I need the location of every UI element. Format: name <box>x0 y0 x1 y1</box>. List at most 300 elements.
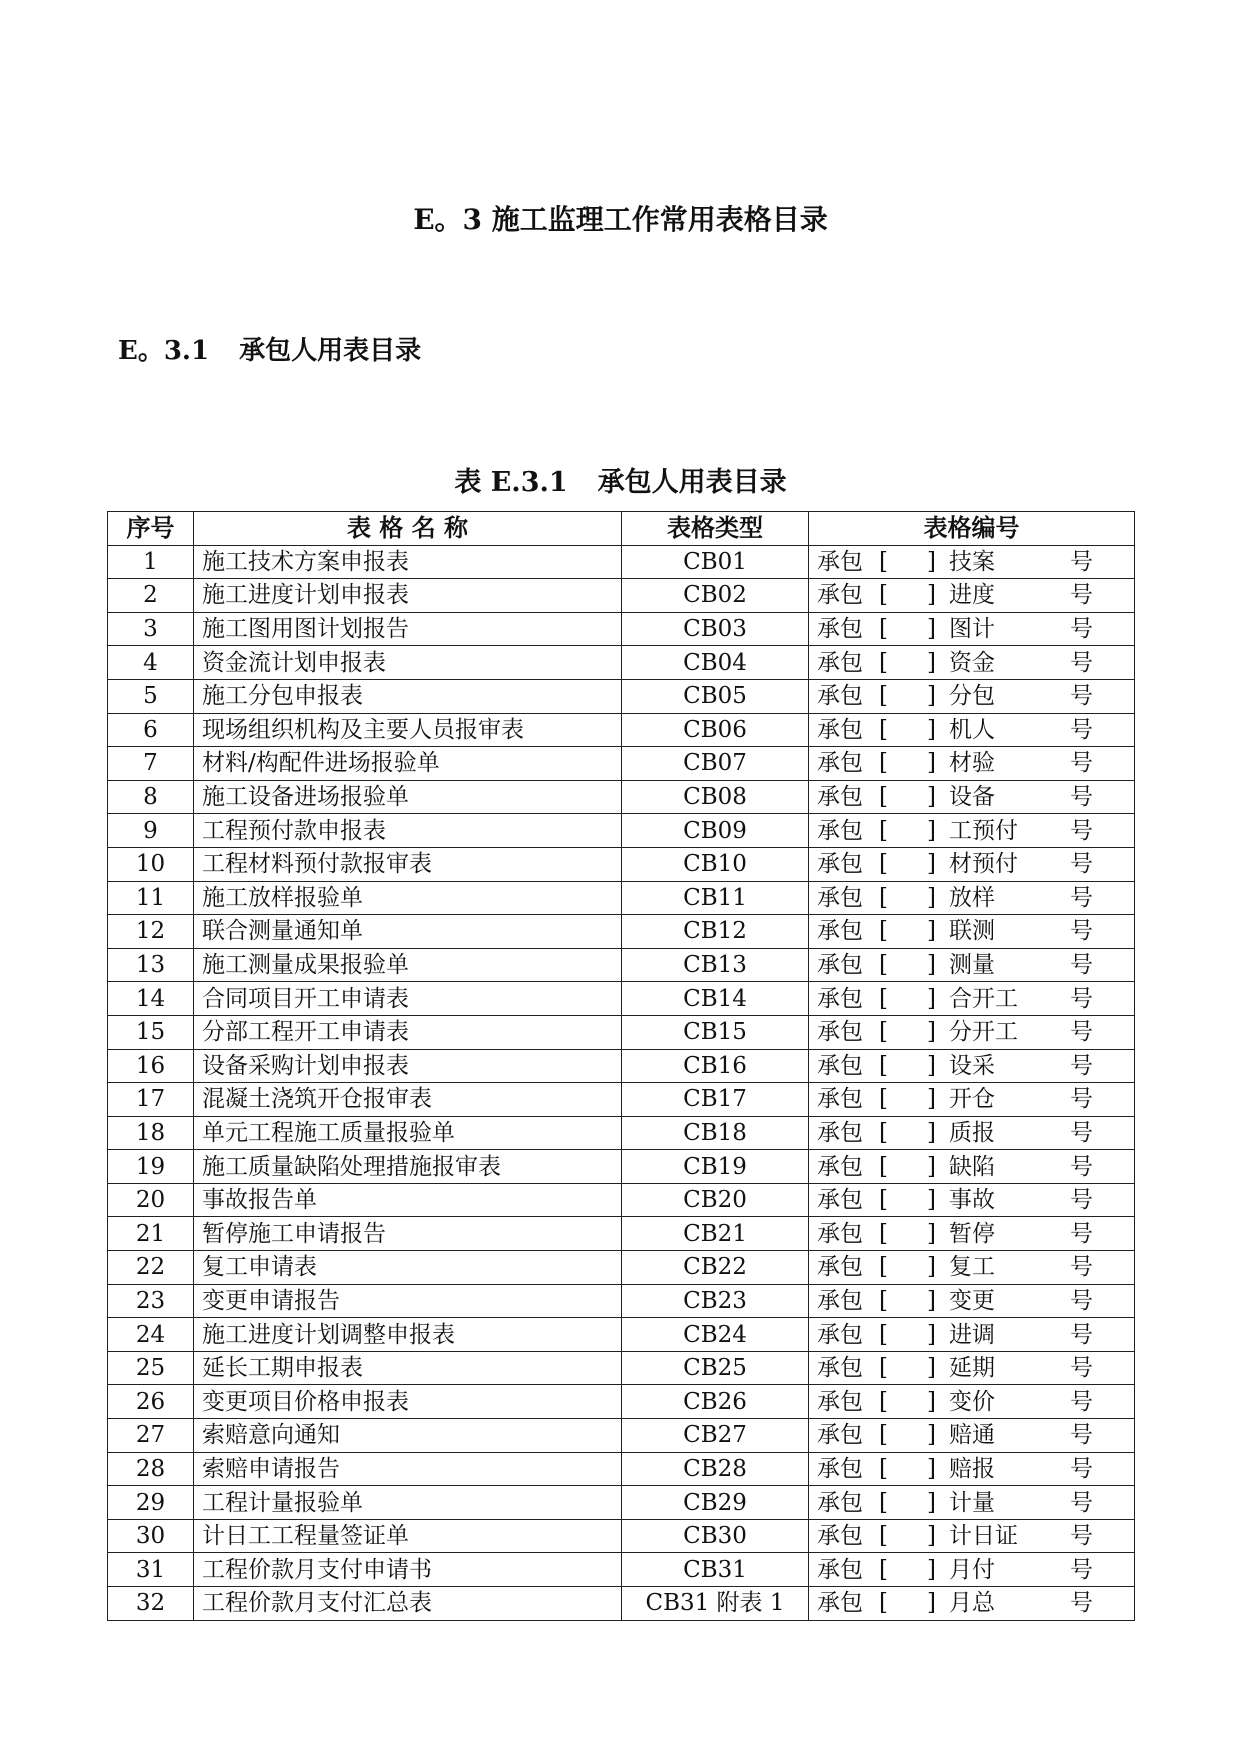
code-prefix: 承包 <box>817 1590 863 1617</box>
code-suffix: 号 <box>1070 1489 1093 1516</box>
row-form-name: 施工放样报验单 <box>194 881 622 915</box>
code-left-bracket: [ <box>879 1388 888 1415</box>
table-row <box>108 1150 1135 1184</box>
row-index: 13 <box>108 948 194 982</box>
row-form-name: 材料/构配件进场报验单 <box>194 747 622 781</box>
row-form-name: 变更申请报告 <box>194 1284 622 1318</box>
code-prefix: 承包 <box>817 1455 863 1482</box>
row-form-name: 工程计量报验单 <box>194 1486 622 1520</box>
table-row <box>108 780 1135 814</box>
code-prefix: 承包 <box>817 582 863 609</box>
row-form-name: 工程价款月支付汇总表 <box>194 1587 622 1621</box>
code-prefix: 承包 <box>817 817 863 844</box>
code-left-bracket: [ <box>879 1287 888 1314</box>
code-left-bracket: [ <box>879 616 888 643</box>
code-suffix: 号 <box>1070 1321 1093 1348</box>
code-left-bracket: [ <box>879 1086 888 1113</box>
code-suffix: 号 <box>1070 716 1093 743</box>
code-abbreviation: 图计 <box>949 616 995 643</box>
code-left-bracket: [ <box>879 1220 888 1247</box>
row-form-code <box>809 982 1135 1016</box>
code-suffix: 号 <box>1070 750 1093 777</box>
row-form-name: 分部工程开工申请表 <box>194 1015 622 1049</box>
code-abbreviation: 设备 <box>949 784 995 811</box>
row-index: 22 <box>108 1251 194 1285</box>
code-left-bracket: [ <box>879 1119 888 1146</box>
row-form-type: CB24 <box>622 1318 809 1352</box>
code-left-bracket: [ <box>879 548 888 575</box>
table-row <box>108 579 1135 613</box>
code-suffix: 号 <box>1070 784 1093 811</box>
table-row <box>108 1452 1135 1486</box>
code-abbreviation: 资金 <box>949 649 995 676</box>
code-suffix: 号 <box>1070 548 1093 575</box>
row-index: 25 <box>108 1351 194 1385</box>
table-caption-title: 承包人用表目录 <box>597 467 787 498</box>
row-index: 17 <box>108 1083 194 1117</box>
code-left-bracket: [ <box>879 1153 888 1180</box>
row-form-type: CB04 <box>622 646 809 680</box>
code-prefix: 承包 <box>817 1523 863 1550</box>
row-form-code <box>809 1452 1135 1486</box>
code-suffix: 号 <box>1070 1119 1093 1146</box>
code-abbreviation: 缺陷 <box>949 1153 995 1180</box>
row-form-code <box>809 881 1135 915</box>
code-left-bracket: [ <box>879 884 888 911</box>
row-form-type: CB02 <box>622 579 809 613</box>
row-index: 30 <box>108 1519 194 1553</box>
row-form-code <box>809 1351 1135 1385</box>
code-suffix: 号 <box>1070 1422 1093 1449</box>
row-form-type: CB16 <box>622 1049 809 1083</box>
code-prefix: 承包 <box>817 1422 863 1449</box>
row-form-name: 索赔申请报告 <box>194 1452 622 1486</box>
code-right-bracket: ] <box>927 716 936 743</box>
row-form-code <box>809 646 1135 680</box>
code-abbreviation: 技案 <box>949 548 995 575</box>
row-form-code <box>809 847 1135 881</box>
code-suffix: 号 <box>1070 918 1093 945</box>
row-index: 20 <box>108 1183 194 1217</box>
row-form-code <box>809 780 1135 814</box>
code-suffix: 号 <box>1070 1086 1093 1113</box>
code-prefix: 承包 <box>817 884 863 911</box>
code-suffix: 号 <box>1070 1153 1093 1180</box>
code-right-bracket: ] <box>927 750 936 777</box>
code-abbreviation: 计日证 <box>949 1523 1018 1550</box>
table-row <box>108 713 1135 747</box>
row-form-name: 计日工工程量签证单 <box>194 1519 622 1553</box>
code-right-bracket: ] <box>927 548 936 575</box>
code-suffix: 号 <box>1070 1388 1093 1415</box>
row-form-code <box>809 915 1135 949</box>
row-index: 29 <box>108 1486 194 1520</box>
row-form-type: CB23 <box>622 1284 809 1318</box>
section-title-text: 承包人用表目录 <box>239 336 422 366</box>
code-abbreviation: 测量 <box>949 952 995 979</box>
row-index: 1 <box>108 545 194 579</box>
code-suffix: 号 <box>1070 884 1093 911</box>
row-form-code <box>809 1116 1135 1150</box>
code-right-bracket: ] <box>927 616 936 643</box>
code-right-bracket: ] <box>927 884 936 911</box>
code-abbreviation: 复工 <box>949 1254 995 1281</box>
section-number: E。3.1 <box>118 336 210 366</box>
row-form-name: 现场组织机构及主要人员报审表 <box>194 713 622 747</box>
code-prefix: 承包 <box>817 1086 863 1113</box>
code-right-bracket: ] <box>927 1052 936 1079</box>
row-form-name: 工程预付款申报表 <box>194 814 622 848</box>
row-form-name: 单元工程施工质量报验单 <box>194 1116 622 1150</box>
code-suffix: 号 <box>1070 1052 1093 1079</box>
code-right-bracket: ] <box>927 1187 936 1214</box>
code-abbreviation: 开仓 <box>949 1086 995 1113</box>
row-form-code <box>809 1587 1135 1621</box>
code-abbreviation: 进调 <box>949 1321 995 1348</box>
code-suffix: 号 <box>1070 1254 1093 1281</box>
code-right-bracket: ] <box>927 784 936 811</box>
code-left-bracket: [ <box>879 1455 888 1482</box>
row-form-type: CB11 <box>622 881 809 915</box>
code-suffix: 号 <box>1070 1455 1093 1482</box>
row-form-name: 施工质量缺陷处理措施报审表 <box>194 1150 622 1184</box>
code-abbreviation: 暂停 <box>949 1220 995 1247</box>
code-suffix: 号 <box>1070 1019 1093 1046</box>
row-form-code <box>809 679 1135 713</box>
row-form-type: CB07 <box>622 747 809 781</box>
code-abbreviation: 质报 <box>949 1119 995 1146</box>
row-index: 2 <box>108 579 194 613</box>
code-left-bracket: [ <box>879 649 888 676</box>
row-form-type: CB01 <box>622 545 809 579</box>
code-left-bracket: [ <box>879 750 888 777</box>
code-left-bracket: [ <box>879 1523 888 1550</box>
header-code: 表格编号 <box>809 512 1135 546</box>
code-abbreviation: 赔报 <box>949 1455 995 1482</box>
code-right-bracket: ] <box>927 817 936 844</box>
row-form-type: CB03 <box>622 612 809 646</box>
row-form-code <box>809 713 1135 747</box>
row-form-type: CB09 <box>622 814 809 848</box>
code-abbreviation: 合开工 <box>949 985 1018 1012</box>
row-form-type: CB27 <box>622 1419 809 1453</box>
code-left-bracket: [ <box>879 1254 888 1281</box>
code-prefix: 承包 <box>817 851 863 878</box>
code-suffix: 号 <box>1070 817 1093 844</box>
row-index: 6 <box>108 713 194 747</box>
row-form-type: CB14 <box>622 982 809 1016</box>
code-prefix: 承包 <box>817 649 863 676</box>
row-form-name: 索赔意向通知 <box>194 1419 622 1453</box>
row-form-type: CB22 <box>622 1251 809 1285</box>
row-form-type: CB17 <box>622 1083 809 1117</box>
row-form-name: 工程价款月支付申请书 <box>194 1553 622 1587</box>
code-right-bracket: ] <box>927 985 936 1012</box>
row-index: 14 <box>108 982 194 1016</box>
table-row <box>108 847 1135 881</box>
code-right-bracket: ] <box>927 952 936 979</box>
row-index: 8 <box>108 780 194 814</box>
code-prefix: 承包 <box>817 985 863 1012</box>
table-row <box>108 747 1135 781</box>
row-index: 23 <box>108 1284 194 1318</box>
code-suffix: 号 <box>1070 582 1093 609</box>
code-right-bracket: ] <box>927 1523 936 1550</box>
code-prefix: 承包 <box>817 1019 863 1046</box>
row-index: 21 <box>108 1217 194 1251</box>
row-form-code <box>809 1217 1135 1251</box>
code-left-bracket: [ <box>879 851 888 878</box>
table-row <box>108 1183 1135 1217</box>
row-form-type: CB31 <box>622 1553 809 1587</box>
row-form-name: 施工分包申报表 <box>194 679 622 713</box>
table-row <box>108 1385 1135 1419</box>
code-abbreviation: 设采 <box>949 1052 995 1079</box>
code-suffix: 号 <box>1070 985 1093 1012</box>
table-row <box>108 679 1135 713</box>
row-form-code <box>809 1519 1135 1553</box>
row-form-type: CB28 <box>622 1452 809 1486</box>
row-form-name: 联合测量通知单 <box>194 915 622 949</box>
table-row <box>108 1083 1135 1117</box>
code-right-bracket: ] <box>927 649 936 676</box>
row-form-name: 施工设备进场报验单 <box>194 780 622 814</box>
code-prefix: 承包 <box>817 1220 863 1247</box>
code-right-bracket: ] <box>927 1220 936 1247</box>
row-form-name: 合同项目开工申请表 <box>194 982 622 1016</box>
code-abbreviation: 变更 <box>949 1287 995 1314</box>
code-abbreviation: 分包 <box>949 683 995 710</box>
code-suffix: 号 <box>1070 1355 1093 1382</box>
row-form-name: 混凝土浇筑开仓报审表 <box>194 1083 622 1117</box>
code-right-bracket: ] <box>927 1455 936 1482</box>
row-form-code <box>809 1284 1135 1318</box>
row-form-code <box>809 1015 1135 1049</box>
row-index: 9 <box>108 814 194 848</box>
code-left-bracket: [ <box>879 1019 888 1046</box>
code-right-bracket: ] <box>927 918 936 945</box>
code-prefix: 承包 <box>817 683 863 710</box>
row-form-name: 延长工期申报表 <box>194 1351 622 1385</box>
code-prefix: 承包 <box>817 616 863 643</box>
code-suffix: 号 <box>1070 952 1093 979</box>
row-form-type: CB20 <box>622 1183 809 1217</box>
row-form-name: 施工进度计划调整申报表 <box>194 1318 622 1352</box>
table-row <box>108 1251 1135 1285</box>
code-prefix: 承包 <box>817 1489 863 1516</box>
row-form-code <box>809 1486 1135 1520</box>
code-left-bracket: [ <box>879 582 888 609</box>
code-left-bracket: [ <box>879 784 888 811</box>
code-suffix: 号 <box>1070 683 1093 710</box>
code-suffix: 号 <box>1070 1287 1093 1314</box>
row-form-name: 设备采购计划申报表 <box>194 1049 622 1083</box>
code-left-bracket: [ <box>879 1590 888 1617</box>
code-abbreviation: 事故 <box>949 1187 995 1214</box>
row-index: 15 <box>108 1015 194 1049</box>
code-abbreviation: 计量 <box>949 1489 995 1516</box>
code-prefix: 承包 <box>817 1556 863 1583</box>
table-row <box>108 646 1135 680</box>
row-form-type: CB25 <box>622 1351 809 1385</box>
code-prefix: 承包 <box>817 1052 863 1079</box>
code-prefix: 承包 <box>817 1355 863 1382</box>
code-prefix: 承包 <box>817 784 863 811</box>
code-left-bracket: [ <box>879 683 888 710</box>
code-left-bracket: [ <box>879 1556 888 1583</box>
row-form-code <box>809 1150 1135 1184</box>
code-right-bracket: ] <box>927 1422 936 1449</box>
row-index: 12 <box>108 915 194 949</box>
row-form-type: CB08 <box>622 780 809 814</box>
row-form-code <box>809 747 1135 781</box>
code-right-bracket: ] <box>927 1355 936 1382</box>
table-row <box>108 1351 1135 1385</box>
row-form-type: CB18 <box>622 1116 809 1150</box>
code-prefix: 承包 <box>817 750 863 777</box>
row-form-type: CB12 <box>622 915 809 949</box>
row-form-code <box>809 545 1135 579</box>
code-right-bracket: ] <box>927 1388 936 1415</box>
row-form-code <box>809 1553 1135 1587</box>
code-left-bracket: [ <box>879 1422 888 1449</box>
code-left-bracket: [ <box>879 985 888 1012</box>
row-form-type: CB15 <box>622 1015 809 1049</box>
code-prefix: 承包 <box>817 548 863 575</box>
code-abbreviation: 进度 <box>949 582 995 609</box>
table-row <box>108 1217 1135 1251</box>
page-title: E。3 施工监理工作常用表格目录 <box>413 203 828 236</box>
code-right-bracket: ] <box>927 1254 936 1281</box>
row-index: 4 <box>108 646 194 680</box>
table-header-row <box>108 512 1135 546</box>
code-right-bracket: ] <box>927 582 936 609</box>
code-left-bracket: [ <box>879 1489 888 1516</box>
row-form-type: CB29 <box>622 1486 809 1520</box>
table-row <box>108 1553 1135 1587</box>
table-row <box>108 881 1135 915</box>
code-left-bracket: [ <box>879 716 888 743</box>
row-index: 26 <box>108 1385 194 1419</box>
row-form-code <box>809 612 1135 646</box>
code-suffix: 号 <box>1070 851 1093 878</box>
code-abbreviation: 赔通 <box>949 1422 995 1449</box>
row-form-name: 复工申请表 <box>194 1251 622 1285</box>
header-type: 表格类型 <box>622 512 809 546</box>
header-index: 序号 <box>108 512 194 546</box>
row-form-code <box>809 1049 1135 1083</box>
code-suffix: 号 <box>1070 1220 1093 1247</box>
table-row <box>108 948 1135 982</box>
code-right-bracket: ] <box>927 851 936 878</box>
code-right-bracket: ] <box>927 1153 936 1180</box>
table-row <box>108 1519 1135 1553</box>
row-form-type: CB13 <box>622 948 809 982</box>
row-form-code <box>809 1385 1135 1419</box>
code-prefix: 承包 <box>817 918 863 945</box>
code-abbreviation: 延期 <box>949 1355 995 1382</box>
table-row <box>108 982 1135 1016</box>
table-row <box>108 1015 1135 1049</box>
row-form-type: CB10 <box>622 847 809 881</box>
code-prefix: 承包 <box>817 1187 863 1214</box>
code-right-bracket: ] <box>927 1590 936 1617</box>
code-right-bracket: ] <box>927 683 936 710</box>
row-form-type: CB19 <box>622 1150 809 1184</box>
code-right-bracket: ] <box>927 1321 936 1348</box>
code-right-bracket: ] <box>927 1287 936 1314</box>
code-abbreviation: 放样 <box>949 884 995 911</box>
table-row <box>108 1116 1135 1150</box>
row-form-code <box>809 1318 1135 1352</box>
row-index: 24 <box>108 1318 194 1352</box>
row-form-name: 变更项目价格申报表 <box>194 1385 622 1419</box>
table-row <box>108 1486 1135 1520</box>
table-row <box>108 545 1135 579</box>
row-form-type: CB21 <box>622 1217 809 1251</box>
code-prefix: 承包 <box>817 1287 863 1314</box>
code-suffix: 号 <box>1070 649 1093 676</box>
row-form-name: 施工图用图计划报告 <box>194 612 622 646</box>
code-right-bracket: ] <box>927 1119 936 1146</box>
code-suffix: 号 <box>1070 1187 1093 1214</box>
code-prefix: 承包 <box>817 1388 863 1415</box>
code-abbreviation: 材验 <box>949 750 995 777</box>
row-form-name: 事故报告单 <box>194 1183 622 1217</box>
row-form-code <box>809 948 1135 982</box>
code-suffix: 号 <box>1070 1590 1093 1617</box>
row-index: 16 <box>108 1049 194 1083</box>
row-form-type: CB30 <box>622 1519 809 1553</box>
row-form-type: CB31 附表 1 <box>622 1587 809 1621</box>
code-suffix: 号 <box>1070 1523 1093 1550</box>
row-index: 31 <box>108 1553 194 1587</box>
row-index: 19 <box>108 1150 194 1184</box>
row-form-code <box>809 1083 1135 1117</box>
row-form-type: CB26 <box>622 1385 809 1419</box>
code-prefix: 承包 <box>817 952 863 979</box>
table-caption <box>0 460 1241 499</box>
row-index: 11 <box>108 881 194 915</box>
code-abbreviation: 机人 <box>949 716 995 743</box>
row-form-name: 暂停施工申请报告 <box>194 1217 622 1251</box>
code-abbreviation: 材预付 <box>949 851 1018 878</box>
row-form-code <box>809 579 1135 613</box>
code-abbreviation: 变价 <box>949 1388 995 1415</box>
code-right-bracket: ] <box>927 1086 936 1113</box>
row-form-code <box>809 1183 1135 1217</box>
row-form-name: 施工测量成果报验单 <box>194 948 622 982</box>
row-form-code <box>809 814 1135 848</box>
table-row <box>108 612 1135 646</box>
code-suffix: 号 <box>1070 1556 1093 1583</box>
code-left-bracket: [ <box>879 1187 888 1214</box>
header-name: 表 格 名 称 <box>194 512 622 546</box>
code-left-bracket: [ <box>879 952 888 979</box>
table-row <box>108 1049 1135 1083</box>
code-prefix: 承包 <box>817 716 863 743</box>
table-row <box>108 1318 1135 1352</box>
code-left-bracket: [ <box>879 1355 888 1382</box>
row-index: 3 <box>108 612 194 646</box>
row-index: 10 <box>108 847 194 881</box>
form-catalog-table <box>107 511 1135 1621</box>
code-abbreviation: 月付 <box>949 1556 995 1583</box>
code-abbreviation: 分开工 <box>949 1019 1018 1046</box>
table-row <box>108 814 1135 848</box>
code-right-bracket: ] <box>927 1556 936 1583</box>
row-index: 5 <box>108 679 194 713</box>
